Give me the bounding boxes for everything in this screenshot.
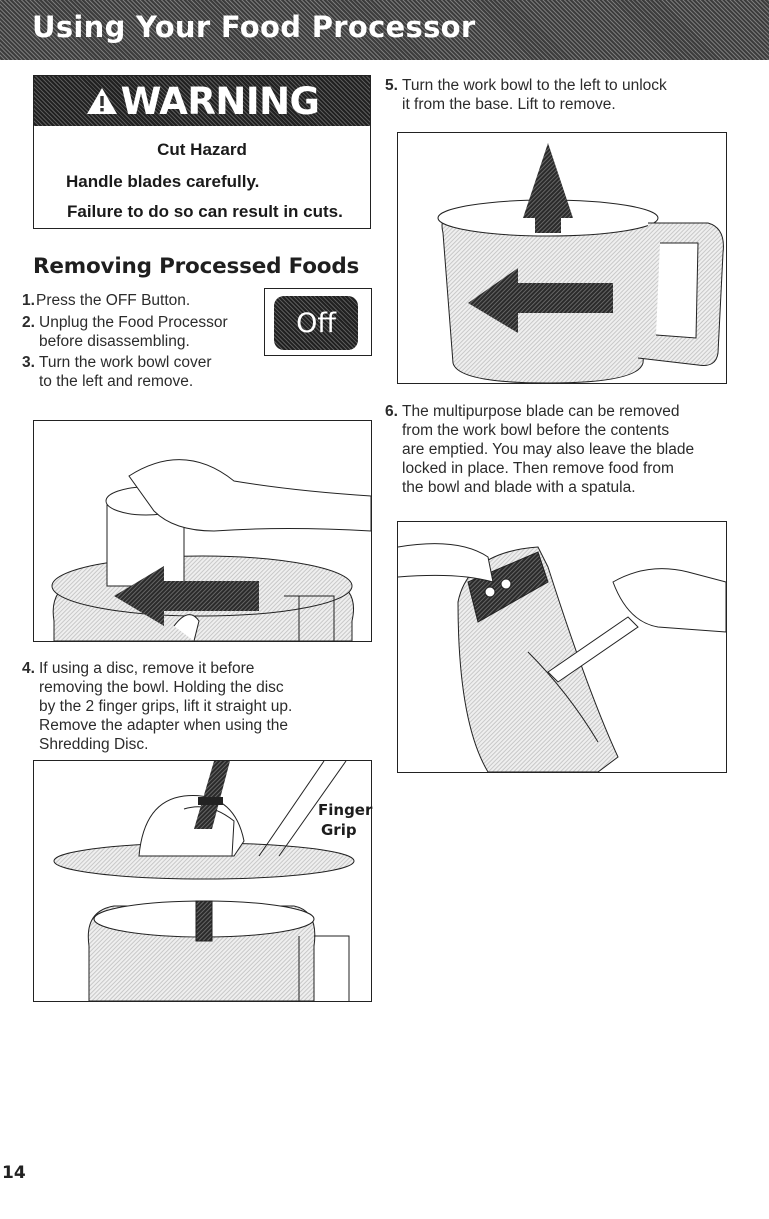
- cover-illustration: [34, 421, 371, 641]
- step-3: 3. Turn the work bowl cover to the left and remove.: [22, 354, 212, 390]
- off-label: Off: [296, 307, 336, 339]
- step-4: 4. If using a disc, remove it before removing the bowl. Holding the disc by the 2 finger grips, lift it straight up. Remove the adapter when using the Shredding Disc.: [22, 660, 293, 753]
- warning-banner: [34, 76, 370, 126]
- page-title: Using Your Food Processor: [32, 10, 476, 44]
- figure-unlock-bowl: [397, 132, 727, 384]
- bowl-illustration: [398, 133, 726, 383]
- step-1: 1. Press the OFF Button.: [22, 292, 191, 309]
- warning-box: [33, 75, 371, 229]
- warning-consequence: Failure to do so can result in cuts.: [67, 202, 343, 221]
- off-button-illustration: [264, 288, 372, 356]
- finger-grip-callout: Finger Grip: [318, 801, 373, 839]
- spatula-illustration: [398, 522, 726, 772]
- step-6: 6. The multipurpose blade can be removed from the work bowl before the contents are emptied. You may also leave the blade locked in place. Then remove food from the bowl and blade with a spatula.: [385, 403, 695, 496]
- header-band: [0, 0, 769, 60]
- figure-spatula: [397, 521, 727, 773]
- warning-instruction: Handle blades carefully.: [66, 172, 260, 191]
- step-2: 2. Unplug the Food Processor before disassembling.: [22, 314, 228, 350]
- section-heading: Removing Processed Foods: [33, 254, 360, 279]
- figure-remove-cover: [33, 420, 372, 642]
- disc-illustration: [34, 761, 371, 1001]
- warning-label: WARNING: [120, 79, 320, 123]
- figure-remove-disc: [33, 760, 372, 1002]
- warning-triangle-icon: [85, 86, 119, 116]
- page-number: 14: [2, 1163, 26, 1183]
- step-5: 5. Turn the work bowl to the left to unlock it from the base. Lift to remove.: [385, 77, 667, 113]
- off-key: [274, 296, 358, 350]
- warning-hazard-title: Cut Hazard: [157, 140, 247, 159]
